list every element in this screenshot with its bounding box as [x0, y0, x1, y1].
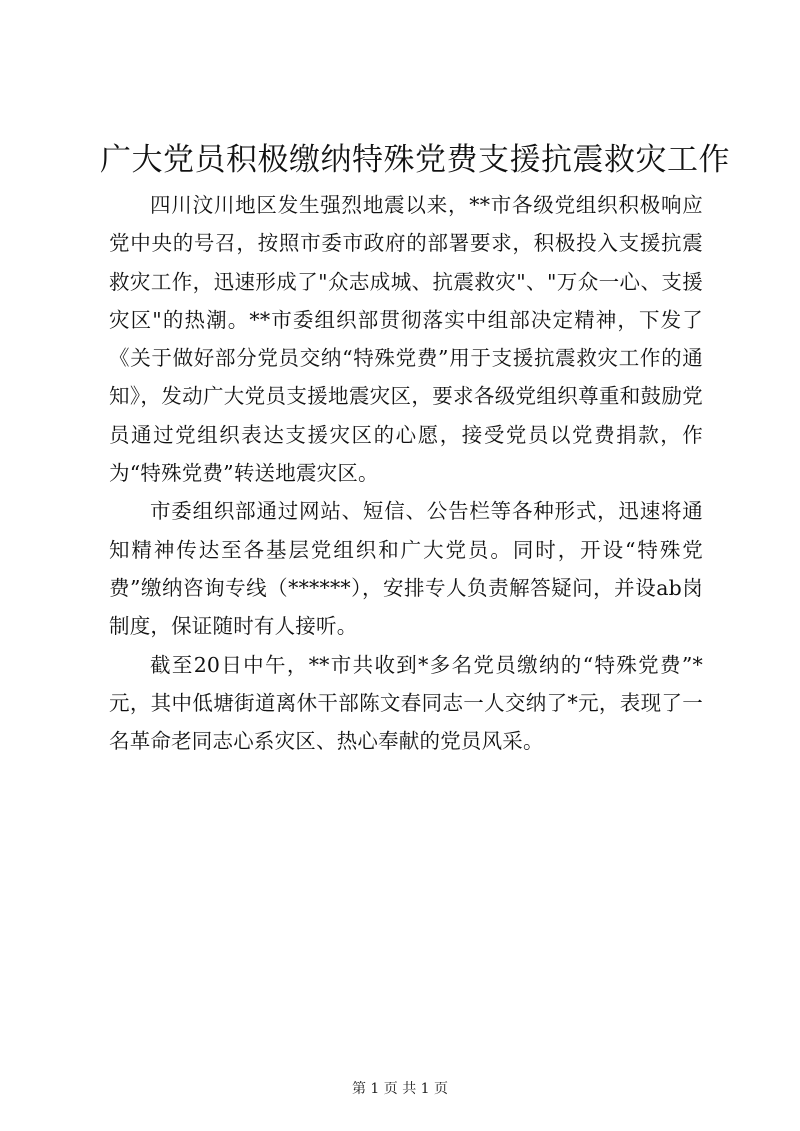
document-body — [109, 186, 703, 760]
paragraph-2: 市委组织部通过网站、短信、公告栏等各种形式，迅速将通知精神传达至各基层党组织和广大党员。同时，开设“特殊党费”缴纳咨询专线（******），安排专人负责解答疑问，并设ab岗制度，保证随时有人接听。 — [109, 499, 703, 639]
paragraph-3: 截至20日中午，**市共收到*多名党员缴纳的“特殊党费”*元，其中低塘街道离休干部陈文春同志一人交纳了*元，表现了一名革命老同志心系灾区、热心奉献的党员风采。 — [109, 652, 703, 754]
document-title: 广大党员积极缴纳特殊党费支援抗震救灾工作 — [100, 142, 730, 178]
page-footer: 第 1 页 共 1 页 — [351, 1081, 449, 1097]
paragraph-1: 四川汶川地区发生强烈地震以来，**市各级党组织积极响应党中央的号召，按照市委市政府的部署要求，积极投入支援抗震救灾工作，迅速形成了"众志成城、抗震救灾"、"万众一心、支援灾区"的热潮。**市委组织部贯彻落实中组部决定精神，下发了《关于做好部分党员交纳“特殊党费”用于支援抗震救灾工作的通知》，发动广大党员支援地震灾区，要求各级党组织尊重和鼓励党员通过党组织表达支援灾区的心愿，接受党员以党费捐款，作为“特殊党费”转送地震灾区。 — [109, 193, 703, 486]
